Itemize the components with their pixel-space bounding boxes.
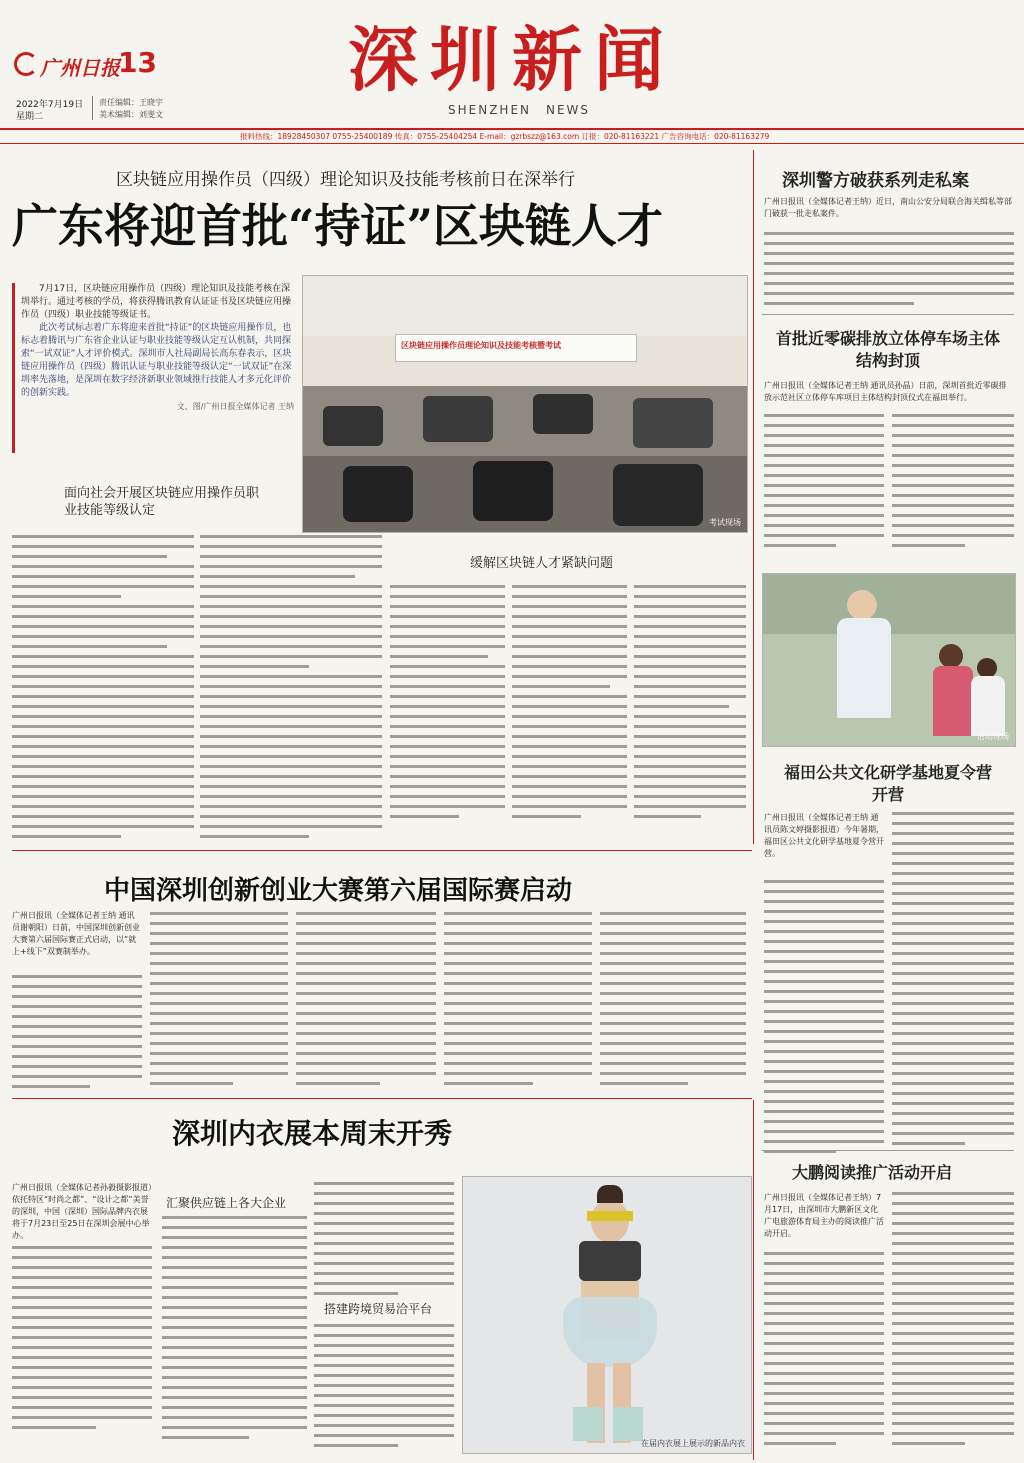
lead-photo-caption: 考试现场: [709, 518, 741, 527]
bottom-body-col-1: [12, 1246, 152, 1436]
right-story-3-body: [764, 880, 884, 1160]
lead-headline: 广东将迎首批“持证”区块链人才: [12, 199, 663, 253]
paper-logo-icon: [14, 52, 38, 76]
section-title-en-1: SHENZHEN: [448, 103, 532, 117]
right-story-4-lead: 广州日报讯（全媒体记者王纳）7月17日，由深圳市大鹏新区文化广电旅游体育局主办的阅读推广活动开启。: [764, 1193, 884, 1238]
middle-body-col-3: [296, 912, 436, 1092]
lead-kicker: 区块链应用操作员（四级）理论知识及技能考核前日在深举行: [116, 170, 575, 190]
paper-name: 广州日报: [40, 56, 120, 80]
section-title-en-2: NEWS: [546, 103, 591, 117]
bottom-subhead-1: 汇聚供应链上各大企业: [166, 1196, 287, 1210]
bottom-subhead-2: 搭建跨境贸易洽平台: [324, 1302, 433, 1316]
lead-subhead-2: 缓解区块链人才紧缺问题: [470, 556, 614, 571]
bottom-headline: 深圳内衣展本周末开秀: [172, 1117, 453, 1150]
lead-body-col-5: [634, 585, 746, 825]
right-story-4-body: [764, 1252, 884, 1452]
right-story-3-lead: 广州日报讯（全媒体记者王纳 通讯员陈文婷摄影报道）今年暑期，福田区公共文化研学基地夏令营开营。: [764, 813, 884, 858]
bottom-lead: 广州日报讯（全媒体记者孙毅摄影报道）依托特区“时尚之都”、“设计之都”美誉的深圳，中国（深圳）国际品牌内衣展将于7月23日至25日在深圳会展中心举办。: [12, 1183, 152, 1240]
editor-credit: 责任编辑：王晓宇: [99, 98, 163, 107]
middle-body-col-1: [12, 975, 142, 1095]
middle-headline: 中国深圳创新创业大赛第六届国际赛启动: [104, 876, 573, 906]
middle-body-col-2: [150, 912, 288, 1092]
lead-body-col-3: [390, 585, 505, 825]
right-story-4-body-2: [892, 1192, 1014, 1452]
lead-photo-banner: 区块链应用操作员理论知识及技能考核暨考试: [401, 341, 561, 350]
lead-body-col-4: [512, 585, 627, 825]
page-weekday: 星期二: [16, 112, 44, 122]
bottom-body-col-4: [314, 1324, 454, 1454]
right-story-1-body: [764, 232, 1014, 312]
middle-lead: 广州日报讯（全媒体记者王纳 通讯员谢朝阳）日前，中国深圳创新创业大赛第六届国际赛正式启动，以“就上+线下”双赛制举办。: [12, 911, 140, 956]
middle-body-col-4: [444, 912, 592, 1092]
right-story-1-lead: 广州日报讯（全媒体记者王纳）近日，南山公安分局联合海关缉私等部门破获一批走私案件。: [764, 197, 1012, 218]
right-story-3-body-2: [892, 812, 1014, 1152]
right-story-2-title: 首批近零碳排放立体停车场主体结构封顶: [775, 329, 1000, 370]
right-story-3-title: 福田公共文化研学基地夏令营开营: [783, 763, 992, 804]
page-date: 2022年7月19日: [16, 100, 84, 110]
right-story-2-lead: 广州日报讯（全媒体记者王纳 通讯员孙晶）日前，深圳首批近零碳排放示范社区立体停车库项目主体结构封顶仪式在福田举行。: [764, 381, 1007, 402]
lead-summary-p1: 7月17日，区块链应用操作员（四级）理论知识及技能考核在深圳举行。通过考核的学员，将获得腾讯教育认证证书及区块链应用操作员（四级）职业技能等级证书。: [21, 284, 292, 320]
lead-byline: 文、图/广州日报全媒体记者 王纳: [176, 402, 294, 411]
right-story-2-body-2: [892, 414, 1014, 554]
contact-bar: 报料热线：18928450307 0755-25400189 传真：0755-25404254 E-mail：gzrbszz@163.com 订报：020-81163221 广告咨询电话：020-81163279: [240, 132, 770, 141]
lead-summary-box: [12, 283, 294, 453]
bottom-body-col-2: [162, 1216, 307, 1446]
bottom-photo: [462, 1176, 752, 1454]
page-number: 13: [118, 46, 157, 79]
masthead: [0, 0, 1024, 128]
lead-summary-p2: 此次考试标志着广东将迎来首批“持证”的区块链应用操作员，也标志着腾讯与广东省企业认证与职业技能等级认定互认机制，共同探索“一试双证”人才评价模式。深圳市人社局副局长高东春表示，区块链应用操作员（四级）腾讯认证与职业技能等级认定“一试双证”在深圳率先落地，是深圳在数字经济新职业领域推行技能人才多元化评价的创新实践。: [21, 323, 292, 398]
right-photo-caption: 活动现场: [977, 732, 1009, 741]
right-story-2-body: [764, 414, 884, 554]
lead-body-col-2: [200, 535, 382, 845]
right-story-1-title: 深圳警方破获系列走私案: [782, 171, 969, 191]
right-photo: [762, 573, 1016, 747]
lead-subhead-1: 面向社会开展区块链应用操作员职业技能等级认定: [64, 485, 260, 517]
right-story-4-title: 大鹏阅读推广活动开启: [792, 1163, 953, 1182]
bottom-body-col-3: [314, 1182, 454, 1302]
section-title: 深圳新闻: [348, 18, 676, 101]
lead-body-col-1: [12, 535, 194, 845]
designer-credit: 美术编辑：刘斐文: [99, 110, 163, 119]
bottom-photo-caption: 在届内衣展上展示的新品内衣: [641, 1439, 745, 1448]
middle-body-col-5: [600, 912, 746, 1092]
lead-photo: [302, 275, 748, 533]
